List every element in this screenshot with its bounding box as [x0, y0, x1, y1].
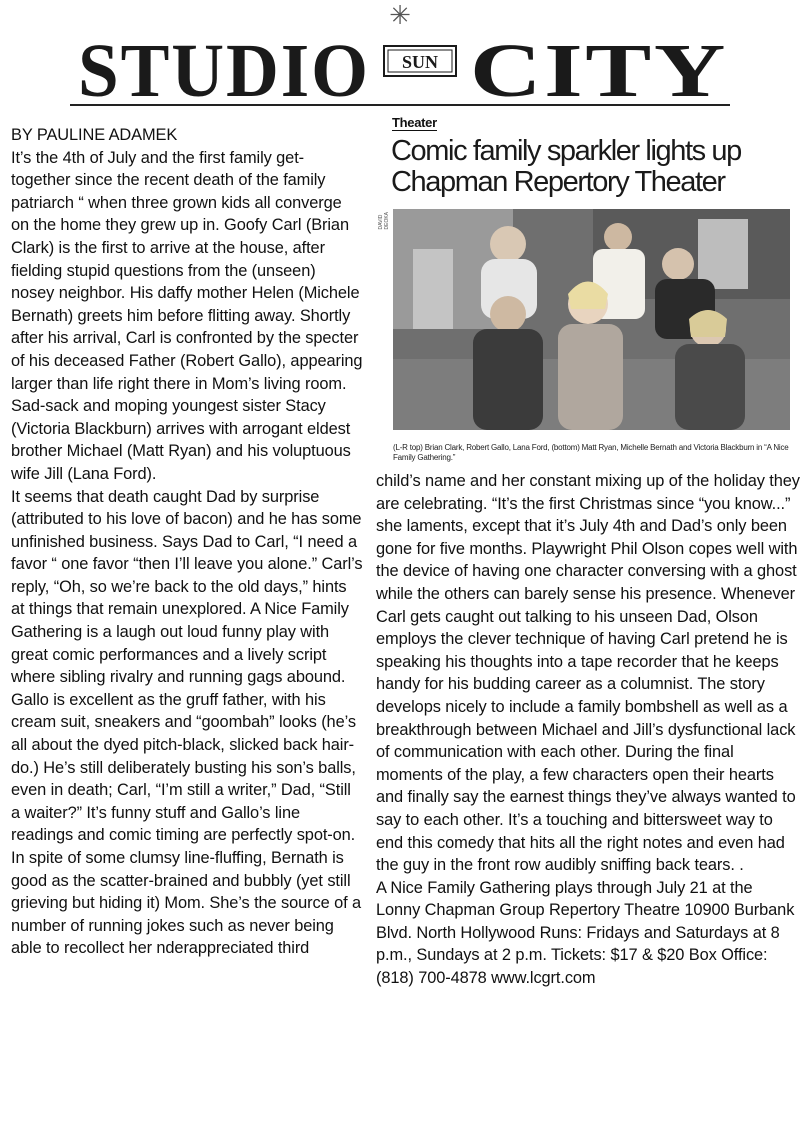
cast-photo-illustration — [393, 209, 790, 430]
article-paragraph: It’s the 4th of July and the first family get-together since the recent death of the family patriarch “ when three grown kids all converge on the home they grew up in. Goofy Carl (Brian Clark) is the first to arrive at the house, after fielding stupid questions from the (unseen) nosey neighbor. His daffy mother Helen (Michele Bernath) greets him before flitting away. Shortly after his arrival, Carl is confronted by the specter of his deceased Father (Robert Gallo), appearing larger than life right there in Mom’s living room. Sad-sack and moping youngest sister Stacy (Victoria Blackburn) arrives with arrogant eldest brother Michael (Matt Ryan) and his voluptuous wife Jill (Lana Ford). — [11, 148, 363, 483]
masthead-title-right: CITY — [470, 29, 728, 112]
masthead-title-left: STUDIO — [78, 29, 370, 112]
masthead-logo — [0, 0, 800, 112]
article-left-column — [11, 124, 363, 960]
headline-line-2: Chapman Repertory Theater — [391, 166, 725, 198]
photo-credit: DAVID DEOKA — [378, 211, 390, 230]
byline: BY PAULINE ADAMEK — [11, 126, 178, 144]
cast-photo — [393, 209, 790, 430]
sun-badge — [384, 46, 456, 76]
ornament-icon: ✳ — [389, 1, 411, 31]
article-paragraph: child’s name and her constant mixing up of the holiday they are celebrating. “It’s the first Christmas since “you know...” she laments, except that it’s July 4th and Dad’s only been gone for five months. Playwright Phil Olson copes well with the device of having one character conversing with a ghost while the others can barely sense his presence. Whenever Carl gets caught out talking to his unseen Dad, Olson employs the clever technique of having Carl pretend he is speaking his thoughts into a tape recorder that he keeps handy for his budding career as a columnist. The story develops nicely to include a family bombshell as well as a breakthrough between Michael and Jill’s dysfunctional lack of communication with each other. During the final moments of the play, a few characters open their hearts and finally say the earnest things they’ve always wanted to say to each other. It’s a touching and bittersweet way to end this comedy that hits all the right notes and even had the guy in the front row audibly sniffing back tears. . — [376, 472, 800, 875]
headline — [391, 136, 791, 198]
article-paragraph: It seems that death caught Dad by surprise (attributed to his love of bacon) and he has some unfinished business. Says Dad to Carl, “I need a favor “ one favor “then I’ll leave you alone.” Carl’s reply, “Oh, so we’re back to the old days,” hints at things that remain unexplored. A Nice Family Gathering is a laugh out loud funny play with great comic performances and a lively script where sibling rivalry and running gags abound. Gallo is excellent as the gruff father, with his cream suit, sneakers and “goombah” looks (he’s all about the dyed pitch-black, slicked back hair-do.) He’s still deliberately busting his son’s balls, even in death; Carl, “I’m still a writer,” Dad, “Still a waiter?” It’s funny stuff and Gallo’s line readings and comic timing are perfectly spot-on. In spite of some clumsy line-fluffing, Bernath is good as the scatter-brained and bubbly (yet still grieving but hiding it) Mom. She’s the source of a number of running jokes such as never being able to recollect her nderappreciated third — [11, 487, 363, 958]
headline-line-1: Comic family sparkler lights up — [391, 135, 741, 167]
photo-caption: (L-R top) Brian Clark, Robert Gallo, Lana Ford, (bottom) Matt Ryan, Michelle Bernath and Victoria Blackburn in “A Nice Family Gathering.” — [393, 443, 789, 462]
article-right-column — [376, 470, 800, 990]
masthead-rule — [70, 104, 730, 106]
masthead — [0, 0, 800, 112]
article-paragraph: A Nice Family Gathering plays through July 21 at the Lonny Chapman Group Repertory Theatre 10900 Burbank Blvd. North Hollywood Runs: Fridays and Saturdays at 8 p.m., Sundays at 2 p.m. Tickets: $17 & $20 Box Office: (818) 700-4878 www.lcgrt.com — [376, 878, 795, 988]
section-label: Theater — [392, 115, 437, 130]
sun-badge-label: SUN — [401, 52, 439, 72]
